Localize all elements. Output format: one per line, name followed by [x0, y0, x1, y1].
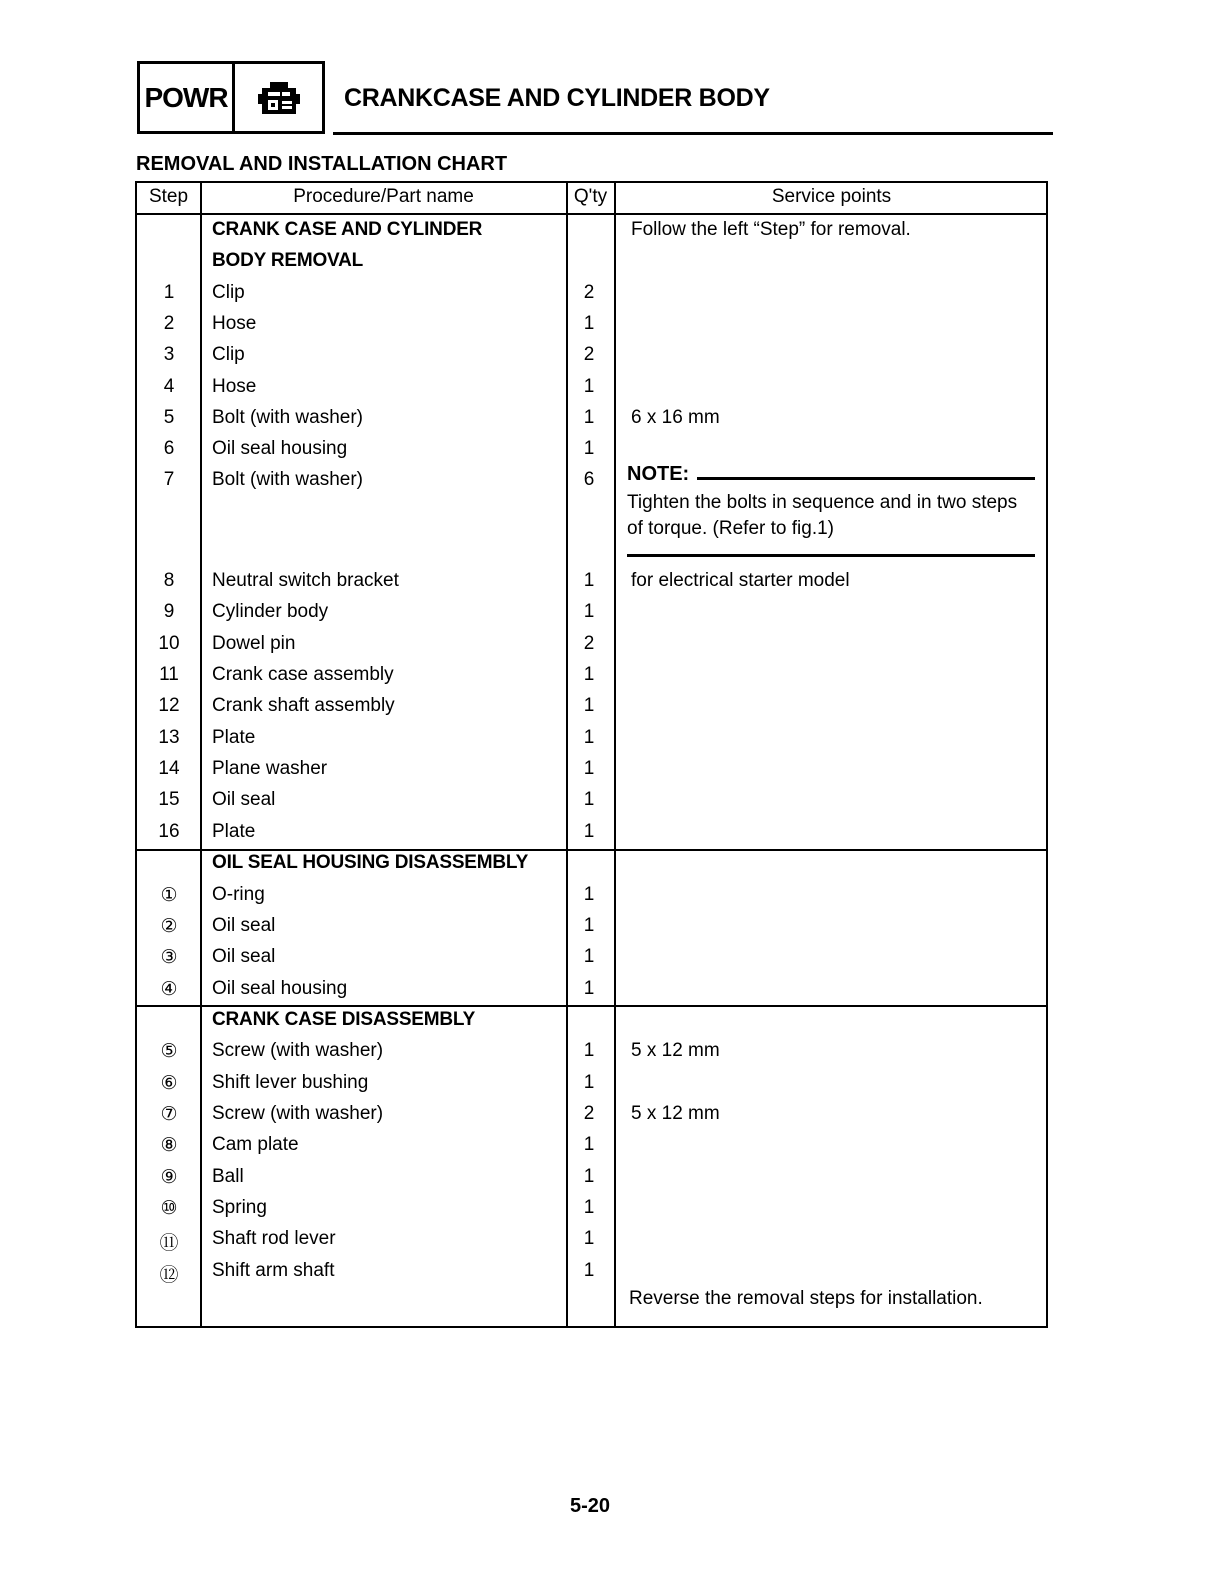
qty-cell: 1: [583, 1197, 595, 1218]
service-point-cell: 5 x 12 mm: [631, 1102, 720, 1124]
note-rule: [697, 477, 1035, 480]
qty-cell: 1: [583, 977, 595, 999]
table-row: [137, 784, 1046, 815]
table-row: [137, 433, 1046, 464]
table-row: [137, 1035, 1046, 1066]
table-row: [137, 1129, 1046, 1160]
qty-cell: 2: [583, 1102, 595, 1124]
qty-cell: 1: [583, 312, 595, 334]
step-cell: 10: [158, 632, 180, 654]
step-cell: ③: [160, 947, 178, 969]
table-section-heading: [137, 245, 1046, 276]
qty-cell: 1: [583, 375, 595, 397]
table-row: [137, 816, 1046, 847]
removal-installation-table: [135, 181, 1048, 1328]
part-name-cell: Clip: [212, 281, 245, 303]
part-name-cell: Cylinder body: [212, 601, 329, 623]
step-cell: ①: [160, 884, 178, 906]
step-cell: 15: [158, 789, 180, 811]
section-code: POWR: [140, 64, 235, 131]
service-point-cell: 6 x 16 mm: [631, 406, 720, 428]
service-point-cell: Follow the left “Step” for removal.: [631, 219, 911, 240]
part-name-cell: Clip: [212, 344, 245, 366]
section-code-box: [137, 61, 325, 134]
qty-cell: 1: [583, 883, 595, 905]
table-section-heading: [137, 214, 1046, 245]
service-point-cell: for electrical starter model: [631, 570, 850, 591]
part-name-cell: Cam plate: [212, 1134, 299, 1156]
qty-cell: 1: [583, 1228, 595, 1250]
table-row: [137, 1255, 1046, 1286]
part-name-cell: O-ring: [212, 883, 265, 905]
qty-cell: 1: [583, 695, 595, 717]
table-row: [137, 973, 1046, 1004]
step-cell: 1: [163, 281, 175, 303]
table-row: [137, 879, 1046, 910]
part-name-cell: Oil seal: [212, 789, 276, 811]
part-name-cell: Bolt (with washer): [212, 469, 363, 491]
step-cell: ⑥: [160, 1072, 178, 1094]
part-name-cell: Plate: [212, 726, 256, 748]
qty-cell: 1: [583, 726, 595, 748]
column-header-procedure: Procedure/Part name: [293, 186, 474, 207]
installation-note: Reverse the removal steps for installation.: [629, 1288, 983, 1309]
column-header-qty: Q'ty: [573, 186, 608, 207]
qty-cell: 1: [583, 1165, 595, 1187]
table-row: [137, 1223, 1046, 1254]
table-row: [137, 690, 1046, 721]
table-row: [137, 753, 1046, 784]
part-name-cell: Ball: [212, 1165, 244, 1187]
step-cell: 4: [163, 375, 175, 397]
qty-cell: 1: [583, 1259, 595, 1281]
step-cell: ⑫: [159, 1264, 179, 1286]
table-row: [137, 659, 1046, 690]
qty-cell: 1: [583, 820, 595, 842]
part-name-cell: Shift lever bushing: [212, 1071, 369, 1093]
part-name-cell: BODY REMOVAL: [212, 250, 364, 272]
part-name-cell: Plane washer: [212, 758, 328, 780]
part-name-cell: CRANK CASE AND CYLINDER: [212, 219, 483, 240]
table-row: [137, 565, 1046, 596]
note-label-text: NOTE:: [627, 463, 690, 485]
step-cell: 12: [158, 695, 180, 717]
table-row: [137, 371, 1046, 402]
part-name-cell: Neutral switch bracket: [212, 570, 399, 591]
step-cell: 16: [158, 820, 180, 842]
qty-cell: 2: [583, 632, 595, 654]
part-name-cell: Oil seal: [212, 946, 276, 968]
step-cell: 5: [163, 406, 175, 428]
part-name-cell: CRANK CASE DISASSEMBLY: [212, 1008, 476, 1030]
qty-cell: 1: [583, 570, 595, 591]
step-cell: ④: [160, 978, 178, 1000]
qty-cell: 1: [583, 1071, 595, 1093]
page-title: CRANKCASE AND CYLINDER BODY: [344, 84, 770, 112]
table-row: [137, 402, 1046, 433]
qty-cell: 1: [583, 438, 595, 460]
step-cell: 11: [159, 664, 179, 686]
note-bottom-rule: [627, 554, 1035, 557]
qty-cell: 1: [583, 946, 595, 968]
table-row: [137, 941, 1046, 972]
table-row: [137, 1067, 1046, 1098]
qty-cell: 2: [583, 344, 595, 366]
step-cell: ⑪: [159, 1233, 179, 1255]
service-point-cell: 5 x 12 mm: [631, 1040, 720, 1062]
part-name-cell: Hose: [212, 375, 257, 397]
part-name-cell: OIL SEAL HOUSING DISASSEMBLY: [212, 852, 529, 874]
qty-cell: 1: [583, 601, 595, 623]
part-name-cell: Oil seal housing: [212, 438, 348, 460]
table-row: [137, 596, 1046, 627]
table-row: [137, 277, 1046, 308]
table-row: [137, 339, 1046, 370]
step-cell: ②: [160, 915, 178, 937]
qty-cell: 6: [583, 469, 595, 491]
column-header-step: Step: [148, 186, 189, 207]
part-name-cell: Spring: [212, 1197, 267, 1218]
step-cell: 3: [163, 344, 175, 366]
part-name-cell: Crank shaft assembly: [212, 695, 395, 717]
page-number: 5-20: [570, 1495, 611, 1517]
table-row: [137, 628, 1046, 659]
table-section-heading: [137, 847, 1046, 878]
column-header-service: Service points: [771, 186, 892, 207]
part-name-cell: Shaft rod lever: [212, 1228, 336, 1250]
title-underline: [333, 132, 1053, 135]
part-name-cell: Oil seal: [212, 914, 276, 936]
table-row: [137, 1192, 1046, 1223]
note-label: [627, 463, 1035, 486]
step-cell: ⑨: [160, 1166, 178, 1188]
note-text: Tighten the bolts in sequence and in two steps of torque. (Refer to fig.1): [627, 492, 1018, 539]
qty-cell: 2: [583, 281, 595, 303]
note-block: [627, 463, 1035, 557]
table-section-heading: [137, 1004, 1046, 1035]
part-name-cell: Crank case assembly: [212, 664, 394, 686]
step-cell: 8: [163, 570, 175, 591]
step-cell: ⑩: [160, 1198, 178, 1219]
step-cell: ⑤: [160, 1041, 178, 1063]
step-cell: 7: [163, 469, 175, 491]
table-row: [137, 1161, 1046, 1192]
step-cell: 13: [158, 726, 180, 748]
part-name-cell: Screw (with washer): [212, 1040, 384, 1062]
part-name-cell: Oil seal housing: [212, 977, 348, 999]
step-cell: 9: [163, 601, 175, 623]
step-cell: 2: [163, 312, 175, 334]
table-row: [137, 308, 1046, 339]
step-cell: ⑧: [160, 1135, 178, 1157]
step-cell: 14: [158, 758, 180, 780]
qty-cell: 1: [583, 758, 595, 780]
step-cell: 6: [163, 438, 175, 460]
part-name-cell: Screw (with washer): [212, 1102, 384, 1124]
qty-cell: 1: [583, 664, 595, 686]
qty-cell: 1: [583, 914, 595, 936]
part-name-cell: Hose: [212, 312, 257, 334]
engine-gear-icon: [235, 64, 322, 131]
part-name-cell: Plate: [212, 820, 256, 842]
table-row: [137, 910, 1046, 941]
part-name-cell: Dowel pin: [212, 632, 296, 654]
table-row: [137, 722, 1046, 753]
part-name-cell: Shift arm shaft: [212, 1259, 335, 1281]
qty-cell: 1: [583, 789, 595, 811]
step-cell: ⑦: [160, 1103, 178, 1125]
chart-title: REMOVAL AND INSTALLATION CHART: [136, 153, 508, 175]
qty-cell: 1: [583, 1040, 595, 1062]
part-name-cell: Bolt (with washer): [212, 406, 363, 428]
qty-cell: 1: [583, 1134, 595, 1156]
table-row: [137, 1098, 1046, 1129]
qty-cell: 1: [583, 406, 595, 428]
